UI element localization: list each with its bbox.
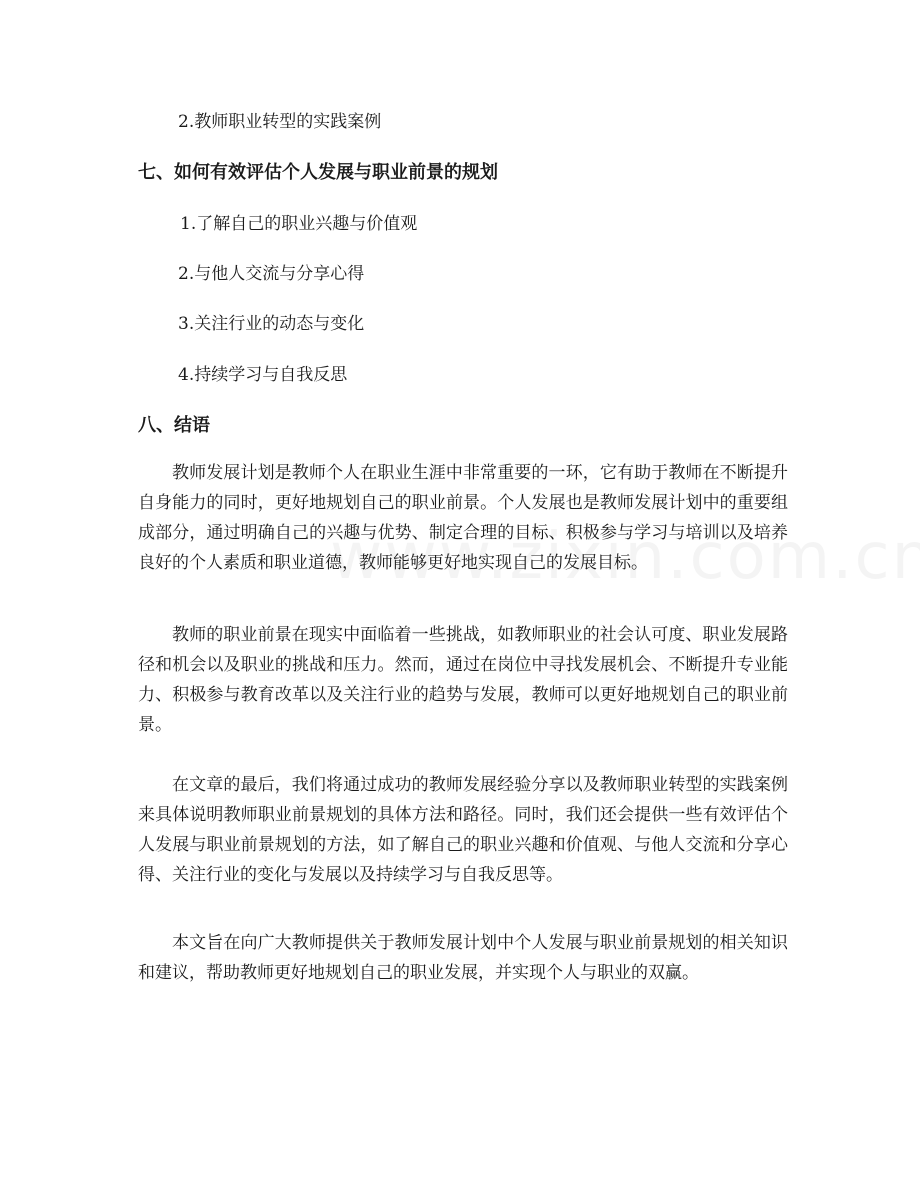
paragraph: 教师发展计划是教师个人在职业生涯中非常重要的一环，它有助于教师在不断提升自身能力的同时，更好地规划自己的职业前景。个人发展也是教师发展计划中的重要组成部分，通过明确自己的兴趣与优势、制定合理的目标、积极参与学习与培训以及培养良好的个人素质和职业道德，教师能够更好地实现自己的发展目标。 — [138, 463, 788, 573]
paragraph: 本文旨在向广大教师提供关于教师发展计划中个人发展与职业前景规划的相关知识和建议，帮助教师更好地规划自己的职业发展，并实现个人与职业的双赢。 — [138, 933, 788, 983]
list-item: 3.关注行业的动态与变化 — [178, 314, 365, 334]
list-item: 2.教师职业转型的实践案例 — [178, 112, 382, 132]
paragraph: 在文章的最后，我们将通过成功的教师发展经验分享以及教师职业转型的实践案例来具体说明教师职业前景规划的具体方法和路径。同时，我们还会提供一些有效评估个人发展与职业前景规划的方法，如了解自己的职业兴趣和价值观、与他人交流和分享心得、关注行业的变化与发展以及持续学习与自我反思等。 — [138, 775, 788, 885]
section-heading-7: 七、如何有效评估个人发展与职业前景的规划 — [138, 162, 498, 183]
list-item: 1.了解自己的职业兴趣与价值观 — [180, 214, 418, 234]
paragraph: 教师的职业前景在现实中面临着一些挑战，如教师职业的社会认可度、职业发展路径和机会以及职业的挑战和压力。然而，通过在岗位中寻找发展机会、不断提升专业能力、积极参与教育改革以及关注行业的趋势与发展，教师可以更好地规划自己的职业前景。 — [138, 625, 788, 735]
list-item: 2.与他人交流与分享心得 — [178, 264, 365, 284]
section-heading-8: 八、结语 — [138, 415, 210, 436]
list-item: 4.持续学习与自我反思 — [178, 365, 348, 385]
